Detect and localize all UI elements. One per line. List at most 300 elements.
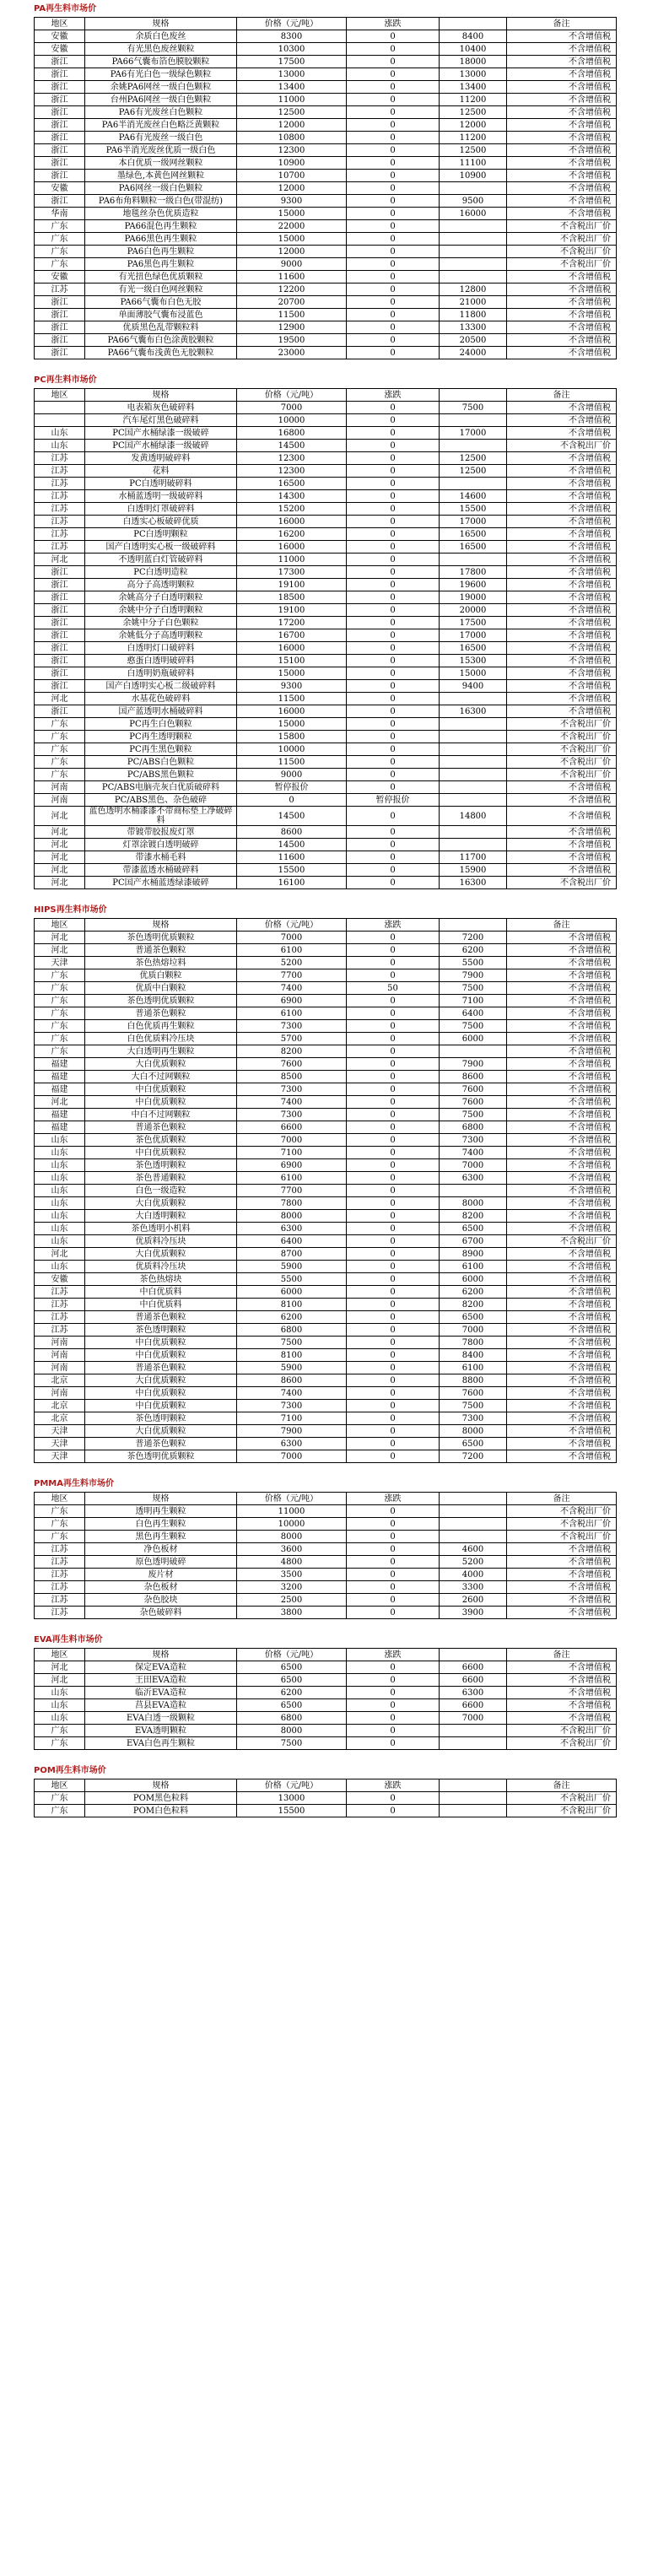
change-cell: 0: [347, 756, 440, 769]
change-cell: 0: [347, 995, 440, 1007]
note-cell: 不含增值税: [507, 56, 617, 68]
note-cell: 不含增值税: [507, 1699, 617, 1712]
note-cell: 不含增值税: [507, 617, 617, 629]
region-cell: 浙江: [35, 655, 85, 667]
change-cell: 0: [347, 516, 440, 528]
table-row: [35, 258, 617, 271]
column-header-blank: [440, 1779, 507, 1792]
change-cell: 0: [347, 1223, 440, 1235]
region-cell: 江苏: [35, 452, 85, 465]
price-high-cell: 18000: [440, 56, 507, 68]
price-high-cell: 14600: [440, 490, 507, 503]
note-cell: 不含增值税: [507, 1337, 617, 1349]
region-cell: 广东: [35, 756, 85, 769]
spec-cell: 中白优质颗粒: [85, 1349, 237, 1362]
spec-cell: 茶色透明颗粒: [85, 1159, 237, 1172]
change-cell: 0: [347, 1518, 440, 1531]
change-cell: 0: [347, 1083, 440, 1096]
price-cell: 19500: [237, 334, 347, 347]
price-high-cell: 12800: [440, 284, 507, 296]
price-cell: 8500: [237, 1071, 347, 1083]
price-high-cell: [440, 794, 507, 807]
change-cell: 0: [347, 528, 440, 541]
spec-cell: 余姚PA6网丝一级白色颗粒: [85, 81, 237, 94]
price-cell: 16700: [237, 629, 347, 642]
column-header-note: 备注: [507, 389, 617, 402]
spec-cell: 白透明灯罩破碎料: [85, 503, 237, 516]
region-cell: 江苏: [35, 465, 85, 478]
column-header-region: 地区: [35, 18, 85, 30]
price-cell: 16500: [237, 478, 347, 490]
price-cell: 7000: [237, 402, 347, 414]
change-cell: 0: [347, 1058, 440, 1071]
region-cell: 福建: [35, 1058, 85, 1071]
region-cell: 浙江: [35, 170, 85, 182]
spec-cell: 大白优质颗粒: [85, 1248, 237, 1261]
price-high-cell: 8400: [440, 1349, 507, 1362]
table-row: [35, 629, 617, 642]
price-high-cell: 6500: [440, 1438, 507, 1450]
note-cell: 不含增值税: [507, 680, 617, 693]
price-cell: 4800: [237, 1556, 347, 1569]
note-cell: 不含税出厂价: [507, 1725, 617, 1737]
price-high-cell: 12500: [440, 452, 507, 465]
price-cell: 9300: [237, 195, 347, 208]
note-cell: 不含增值税: [507, 982, 617, 995]
note-cell: 不含税出厂价: [507, 258, 617, 271]
price-high-cell: 7200: [440, 932, 507, 944]
price-high-cell: [440, 693, 507, 705]
table-row: [35, 233, 617, 246]
price-high-cell: 20000: [440, 604, 507, 617]
table-row: [35, 321, 617, 334]
note-cell: 不含增值税: [507, 655, 617, 667]
price-high-cell: 16000: [440, 208, 507, 220]
table-row: [35, 1387, 617, 1400]
spec-cell: PA6半消光废丝优质一级白色: [85, 144, 237, 157]
column-header-change: 涨跌: [347, 18, 440, 30]
note-cell: 不含增值税: [507, 839, 617, 851]
change-cell: 0: [347, 1324, 440, 1337]
note-cell: 不含增值税: [507, 1299, 617, 1311]
note-cell: 不含增值税: [507, 452, 617, 465]
table-row: [35, 296, 617, 309]
table-row: [35, 554, 617, 566]
table-row: [35, 347, 617, 359]
price-cell: 10300: [237, 43, 347, 56]
region-cell: 华南: [35, 208, 85, 220]
table-row: [35, 478, 617, 490]
spec-cell: EVA白色再生颗粒: [85, 1737, 237, 1750]
spec-cell: PA6黑色再生颗粒: [85, 258, 237, 271]
price-cell: 18500: [237, 591, 347, 604]
price-high-cell: 6500: [440, 1223, 507, 1235]
table-row: [35, 132, 617, 144]
note-cell: 不含增值税: [507, 465, 617, 478]
spec-cell: 高分子高透明颗粒: [85, 579, 237, 591]
spec-cell: 普通茶色颗粒: [85, 1362, 237, 1374]
price-high-cell: 6600: [440, 1699, 507, 1712]
price-high-cell: 7100: [440, 995, 507, 1007]
change-cell: 0: [347, 864, 440, 877]
price-cell: 12900: [237, 321, 347, 334]
price-cell: 7100: [237, 1147, 347, 1159]
region-cell: 广东: [35, 743, 85, 756]
note-cell: 不含增值税: [507, 170, 617, 182]
spec-cell: 大白优质颗粒: [85, 1425, 237, 1438]
region-cell: 江苏: [35, 503, 85, 516]
price-cell: 16000: [237, 642, 347, 655]
price-high-cell: 7500: [440, 1109, 507, 1121]
spec-cell: PA66气囊布白色涂黄胶颗粒: [85, 334, 237, 347]
region-cell: 江苏: [35, 1299, 85, 1311]
note-cell: 不含增值税: [507, 1607, 617, 1619]
note-cell: 不含增值税: [507, 106, 617, 119]
table-row: [35, 157, 617, 170]
change-cell: 0: [347, 1505, 440, 1518]
spec-cell: 优质白颗粒: [85, 969, 237, 982]
price-high-cell: 10900: [440, 170, 507, 182]
price-high-cell: 19000: [440, 591, 507, 604]
table-row: [35, 642, 617, 655]
spec-cell: 普通茶色颗粒: [85, 1311, 237, 1324]
table-row: [35, 1607, 617, 1619]
price-high-cell: 7300: [440, 1412, 507, 1425]
table-row: [35, 1337, 617, 1349]
note-cell: 不含增值税: [507, 119, 617, 132]
note-cell: 不含增值税: [507, 781, 617, 794]
price-section: [34, 371, 616, 901]
price-cell: 16000: [237, 516, 347, 528]
price-cell: 15500: [237, 864, 347, 877]
spec-cell: PC白透明颗粒: [85, 528, 237, 541]
price-high-cell: [440, 478, 507, 490]
table-row: [35, 1661, 617, 1674]
region-cell: 天津: [35, 1438, 85, 1450]
spec-cell: 透明再生颗粒: [85, 1505, 237, 1518]
note-cell: 不含增值税: [507, 1374, 617, 1387]
note-cell: 不含税出厂价: [507, 769, 617, 781]
region-cell: 江苏: [35, 1311, 85, 1324]
region-cell: 河北: [35, 807, 85, 826]
note-cell: 不含增值税: [507, 794, 617, 807]
price-cell: 19100: [237, 604, 347, 617]
spec-cell: 杂色胶块: [85, 1594, 237, 1607]
price-high-cell: [440, 258, 507, 271]
spec-cell: 保定EVA造粒: [85, 1661, 237, 1674]
table-row: [35, 680, 617, 693]
change-cell: 0: [347, 566, 440, 579]
spec-cell: 大白不过网颗粒: [85, 1071, 237, 1083]
change-cell: 0: [347, 81, 440, 94]
spec-cell: 茶色透明小机料: [85, 1223, 237, 1235]
region-cell: 河北: [35, 839, 85, 851]
price-high-cell: 4000: [440, 1569, 507, 1581]
change-cell: 0: [347, 1235, 440, 1248]
change-cell: 0: [347, 490, 440, 503]
price-cell: 11000: [237, 554, 347, 566]
table-row: [35, 957, 617, 969]
region-cell: 安徽: [35, 30, 85, 43]
table-header-row: [35, 18, 617, 30]
table-row: [35, 1185, 617, 1197]
note-cell: 不含税出厂价: [507, 756, 617, 769]
change-cell: 0: [347, 106, 440, 119]
price-cell: 8000: [237, 1725, 347, 1737]
spec-cell: 墨绿色,本黄色网丝颗粒: [85, 170, 237, 182]
region-cell: 山东: [35, 1261, 85, 1273]
price-high-cell: [440, 1185, 507, 1197]
price-cell: 12000: [237, 119, 347, 132]
table-row: [35, 1172, 617, 1185]
note-cell: 不含增值税: [507, 1687, 617, 1699]
region-cell: [35, 414, 85, 427]
price-high-cell: 16300: [440, 877, 507, 889]
spec-cell: PA6半消光废丝白色略泛黄颗粒: [85, 119, 237, 132]
price-cell: 17500: [237, 56, 347, 68]
change-cell: 0: [347, 1412, 440, 1425]
table-row: [35, 1400, 617, 1412]
spec-cell: PC/ABS白色颗粒: [85, 756, 237, 769]
table-row: [35, 1805, 617, 1817]
spec-cell: 余姚中分子白透明颗粒: [85, 604, 237, 617]
change-cell: 0: [347, 258, 440, 271]
change-cell: 0: [347, 1425, 440, 1438]
price-cell: 0: [237, 794, 347, 807]
note-cell: 不含增值税: [507, 1020, 617, 1033]
price-high-cell: 15900: [440, 864, 507, 877]
note-cell: 不含增值税: [507, 94, 617, 106]
price-cell: 15200: [237, 503, 347, 516]
region-cell: 浙江: [35, 705, 85, 718]
region-cell: 山东: [35, 1172, 85, 1185]
spec-cell: PC国产水桶绿漆一级破碎: [85, 440, 237, 452]
price-cell: 7300: [237, 1400, 347, 1412]
table-row: [35, 769, 617, 781]
column-header-note: 备注: [507, 1649, 617, 1661]
price-high-cell: [440, 1505, 507, 1518]
note-cell: 不含增值税: [507, 144, 617, 157]
table-row: [35, 220, 617, 233]
spec-cell: PA6网丝一级白色颗粒: [85, 182, 237, 195]
region-cell: 山东: [35, 1185, 85, 1197]
price-high-cell: 6200: [440, 944, 507, 957]
note-cell: 不含增值税: [507, 554, 617, 566]
spec-cell: 原色透明破碎: [85, 1556, 237, 1569]
price-cell: 8100: [237, 1349, 347, 1362]
price-section: [34, 901, 616, 1475]
note-cell: 不含增值税: [507, 1712, 617, 1725]
spec-cell: 黑色再生颗粒: [85, 1531, 237, 1543]
price-high-cell: 20500: [440, 334, 507, 347]
region-cell: 广东: [35, 1725, 85, 1737]
price-cell: 6500: [237, 1699, 347, 1712]
note-cell: 不含增值税: [507, 296, 617, 309]
region-cell: 安徽: [35, 43, 85, 56]
spec-cell: 茶色普通颗粒: [85, 1172, 237, 1185]
table-row: [35, 1311, 617, 1324]
spec-cell: 茶色热熔垃料: [85, 957, 237, 969]
spec-cell: 优质黑色乱带颗粒料: [85, 321, 237, 334]
change-cell: 0: [347, 1261, 440, 1273]
price-table: [34, 1648, 617, 1750]
price-cell: 11500: [237, 756, 347, 769]
spec-cell: 茶色透明优质颗粒: [85, 1450, 237, 1463]
change-cell: 0: [347, 1374, 440, 1387]
change-cell: 0: [347, 1543, 440, 1556]
note-cell: 不含增值税: [507, 1172, 617, 1185]
table-row: [35, 68, 617, 81]
table-row: [35, 465, 617, 478]
change-cell: 0: [347, 1792, 440, 1805]
change-cell: 0: [347, 839, 440, 851]
price-high-cell: [440, 414, 507, 427]
region-cell: 山东: [35, 1687, 85, 1699]
region-cell: 广东: [35, 1020, 85, 1033]
price-cell: 13000: [237, 68, 347, 81]
region-cell: 江苏: [35, 516, 85, 528]
region-cell: 浙江: [35, 591, 85, 604]
table-row: [35, 1505, 617, 1518]
column-header-spec: 规格: [85, 919, 237, 932]
change-cell: 0: [347, 1674, 440, 1687]
region-cell: 河北: [35, 693, 85, 705]
table-row: [35, 566, 617, 579]
price-cell: 12000: [237, 182, 347, 195]
column-header-blank: [440, 389, 507, 402]
region-cell: 江苏: [35, 1607, 85, 1619]
spec-cell: 普通茶色颗粒: [85, 944, 237, 957]
table-row: [35, 1020, 617, 1033]
spec-cell: 临沂EVA造粒: [85, 1687, 237, 1699]
price-cell: 8100: [237, 1299, 347, 1311]
note-cell: 不含增值税: [507, 591, 617, 604]
price-cell: 12200: [237, 284, 347, 296]
column-header-price: 价格（元/吨）: [237, 18, 347, 30]
region-cell: 山东: [35, 1197, 85, 1210]
note-cell: 不含增值税: [507, 1661, 617, 1674]
price-cell: 9000: [237, 769, 347, 781]
note-cell: 不含税出厂价: [507, 1505, 617, 1518]
price-table: [34, 1779, 617, 1817]
note-cell: 不含增值税: [507, 334, 617, 347]
price-high-cell: 2600: [440, 1594, 507, 1607]
note-cell: 不含税出厂价: [507, 1531, 617, 1543]
price-high-cell: 9400: [440, 680, 507, 693]
note-cell: 不含增值税: [507, 1058, 617, 1071]
region-cell: 广东: [35, 982, 85, 995]
price-cell: 6300: [237, 1438, 347, 1450]
table-row: [35, 1210, 617, 1223]
price-high-cell: 6300: [440, 1687, 507, 1699]
column-header-note: 备注: [507, 1779, 617, 1792]
price-table: [34, 17, 617, 359]
change-cell: 0: [347, 541, 440, 554]
change-cell: 0: [347, 743, 440, 756]
price-cell: 9000: [237, 258, 347, 271]
price-high-cell: 9500: [440, 195, 507, 208]
price-cell: 10000: [237, 743, 347, 756]
price-cell: 暂停报价: [237, 781, 347, 794]
change-cell: 0: [347, 1273, 440, 1286]
change-cell: 0: [347, 1147, 440, 1159]
spec-cell: 中白优质颗粒: [85, 1400, 237, 1412]
change-cell: 0: [347, 604, 440, 617]
region-cell: 广东: [35, 1045, 85, 1058]
table-row: [35, 932, 617, 944]
table-row: [35, 982, 617, 995]
price-high-cell: 21000: [440, 296, 507, 309]
column-header-region: 地区: [35, 1649, 85, 1661]
note-cell: 不含增值税: [507, 629, 617, 642]
table-row: [35, 743, 617, 756]
region-cell: 江苏: [35, 1543, 85, 1556]
note-cell: 不含增值税: [507, 1134, 617, 1147]
table-row: [35, 718, 617, 731]
table-row: [35, 182, 617, 195]
spec-cell: PC/ABS黑色颗粒: [85, 769, 237, 781]
note-cell: 不含增值税: [507, 157, 617, 170]
price-cell: 11500: [237, 693, 347, 705]
price-cell: 6900: [237, 1159, 347, 1172]
table-row: [35, 731, 617, 743]
price-high-cell: [440, 233, 507, 246]
spec-cell: 白色优质再生颗粒: [85, 1020, 237, 1033]
price-cell: 22000: [237, 220, 347, 233]
change-cell: 0: [347, 1712, 440, 1725]
spec-cell: PC国产水桶绿漆一级破碎: [85, 427, 237, 440]
note-cell: 不含增值税: [507, 490, 617, 503]
price-high-cell: [440, 1805, 507, 1817]
spec-cell: POM黑色粒料: [85, 1792, 237, 1805]
price-cell: 11500: [237, 309, 347, 321]
column-header-spec: 规格: [85, 1779, 237, 1792]
price-cell: 15000: [237, 667, 347, 680]
change-cell: 0: [347, 1661, 440, 1674]
note-cell: 不含增值税: [507, 1109, 617, 1121]
price-high-cell: [440, 1531, 507, 1543]
note-cell: 不含增值税: [507, 1159, 617, 1172]
change-cell: 0: [347, 1248, 440, 1261]
price-high-cell: [440, 839, 507, 851]
price-cell: 7300: [237, 1109, 347, 1121]
table-row: [35, 667, 617, 680]
table-row: [35, 1412, 617, 1425]
price-section: [34, 1475, 616, 1631]
note-cell: 不含增值税: [507, 284, 617, 296]
price-high-cell: 12500: [440, 144, 507, 157]
column-header-change: 涨跌: [347, 1779, 440, 1792]
table-row: [35, 1569, 617, 1581]
table-row: [35, 1362, 617, 1374]
spec-cell: PC白透明造粒: [85, 566, 237, 579]
spec-cell: PC再生白色颗粒: [85, 718, 237, 731]
price-cell: 13400: [237, 81, 347, 94]
price-high-cell: [440, 731, 507, 743]
note-cell: 不含增值税: [507, 1438, 617, 1450]
spec-cell: 有光黑色废丝颗粒: [85, 43, 237, 56]
region-cell: 广东: [35, 258, 85, 271]
column-header-blank: [440, 1649, 507, 1661]
price-cell: 10000: [237, 1518, 347, 1531]
change-cell: 0: [347, 1045, 440, 1058]
price-high-cell: 13300: [440, 321, 507, 334]
region-cell: 河南: [35, 1362, 85, 1374]
region-cell: 河南: [35, 794, 85, 807]
region-cell: 广东: [35, 1007, 85, 1020]
note-cell: 不含增值税: [507, 1425, 617, 1438]
note-cell: 不含增值税: [507, 944, 617, 957]
